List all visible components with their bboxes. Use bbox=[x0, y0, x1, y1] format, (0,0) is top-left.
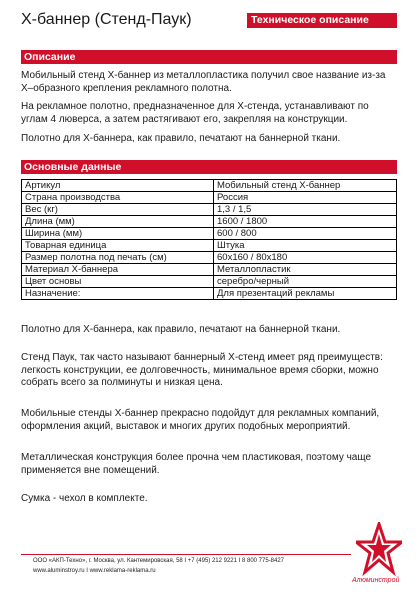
spec-key: Страна производства bbox=[22, 192, 214, 204]
spec-value: Мобильный стенд X-баннер bbox=[214, 180, 397, 192]
table-row bbox=[22, 252, 397, 264]
spec-key: Размер полотна под печать (см) bbox=[22, 252, 214, 264]
spec-value: Для презентаций рекламы bbox=[214, 288, 397, 300]
body-paragraph: Мобильные стенды X-баннер прекрасно подойдут для рекламных компаний, оформления акций, выставок и многих других подобных мероприятий. bbox=[21, 408, 380, 432]
table-row bbox=[22, 216, 397, 228]
spec-value: 600 / 800 bbox=[214, 228, 397, 240]
spec-key: Длина (мм) bbox=[22, 216, 214, 228]
spec-key: Вес (кг) bbox=[22, 204, 214, 216]
spec-value: 1,3 / 1,5 bbox=[214, 204, 397, 216]
company-logo-name: Алюминстрой bbox=[352, 577, 400, 584]
table-row bbox=[22, 204, 397, 216]
spec-value: 60x160 / 80x180 bbox=[214, 252, 397, 264]
spec-key: Ширина (мм) bbox=[22, 228, 214, 240]
spec-key: Артикул bbox=[22, 180, 214, 192]
table-row bbox=[22, 264, 397, 276]
table-row bbox=[22, 240, 397, 252]
body-paragraph: Стенд Паук, так часто называют баннерный X-стенд имеет ряд преимуществ: легкость конструкции, ее долговечность, минимальное время сборки, можно собрать всего за полминуты и низкая цена. bbox=[21, 352, 383, 388]
document-title: X-баннер (Стенд-Паук) bbox=[21, 11, 192, 28]
body-paragraph: Сумка - чехол в комплекте. bbox=[21, 493, 148, 504]
spec-value: Штука bbox=[214, 240, 397, 252]
description-paragraph: Мобильный стенд X-баннер из металлопластика получил свое название из-за X–образного крепления рекламного полотна. bbox=[21, 70, 386, 94]
table-row bbox=[22, 192, 397, 204]
description-paragraph: На рекламное полотно, предназначенное для X-стенда, устанавливают по углам 4 люверса, а затем растягивают его, закрепляя на конструкции. bbox=[21, 101, 369, 125]
spec-value: 1600 / 1800 bbox=[214, 216, 397, 228]
table-row bbox=[22, 180, 397, 192]
spec-key: Товарная единица bbox=[22, 240, 214, 252]
footer-websites: www.aluminstroy.ru I www.reklama-reklama.ru bbox=[33, 568, 156, 574]
technical-description-badge: Техническое описание bbox=[247, 13, 397, 28]
table-row bbox=[22, 276, 397, 288]
description-heading: Описание bbox=[21, 50, 397, 64]
description-paragraph: Полотно для X-баннера, как правило, печатают на баннерной ткани. bbox=[21, 133, 341, 144]
specs-table bbox=[21, 179, 397, 300]
footer-address: ООО «АКП-Техно», г. Москва, ул. Кантемировская, 58 I +7 (495) 212 9221 I 8 800 775-8427 bbox=[33, 558, 285, 564]
body-paragraph: Металлическая конструкция более прочна чем пластиковая, поэтому чаще применяется вне помещений. bbox=[21, 452, 372, 476]
body-paragraph: Полотно для X-баннера, как правило, печатают на баннерной ткани. bbox=[21, 324, 341, 335]
red-star-icon bbox=[356, 522, 402, 578]
table-row bbox=[22, 288, 397, 300]
spec-key: Материал X-баннера bbox=[22, 264, 214, 276]
specs-heading: Основные данные bbox=[21, 160, 397, 174]
table-row bbox=[22, 228, 397, 240]
spec-key: Назначение: bbox=[22, 288, 214, 300]
spec-value: Россия bbox=[214, 192, 397, 204]
spec-value: Металлопластик bbox=[214, 264, 397, 276]
spec-key: Цвет основы bbox=[22, 276, 214, 288]
spec-value: серебро/черный bbox=[214, 276, 397, 288]
footer-divider bbox=[21, 554, 351, 555]
